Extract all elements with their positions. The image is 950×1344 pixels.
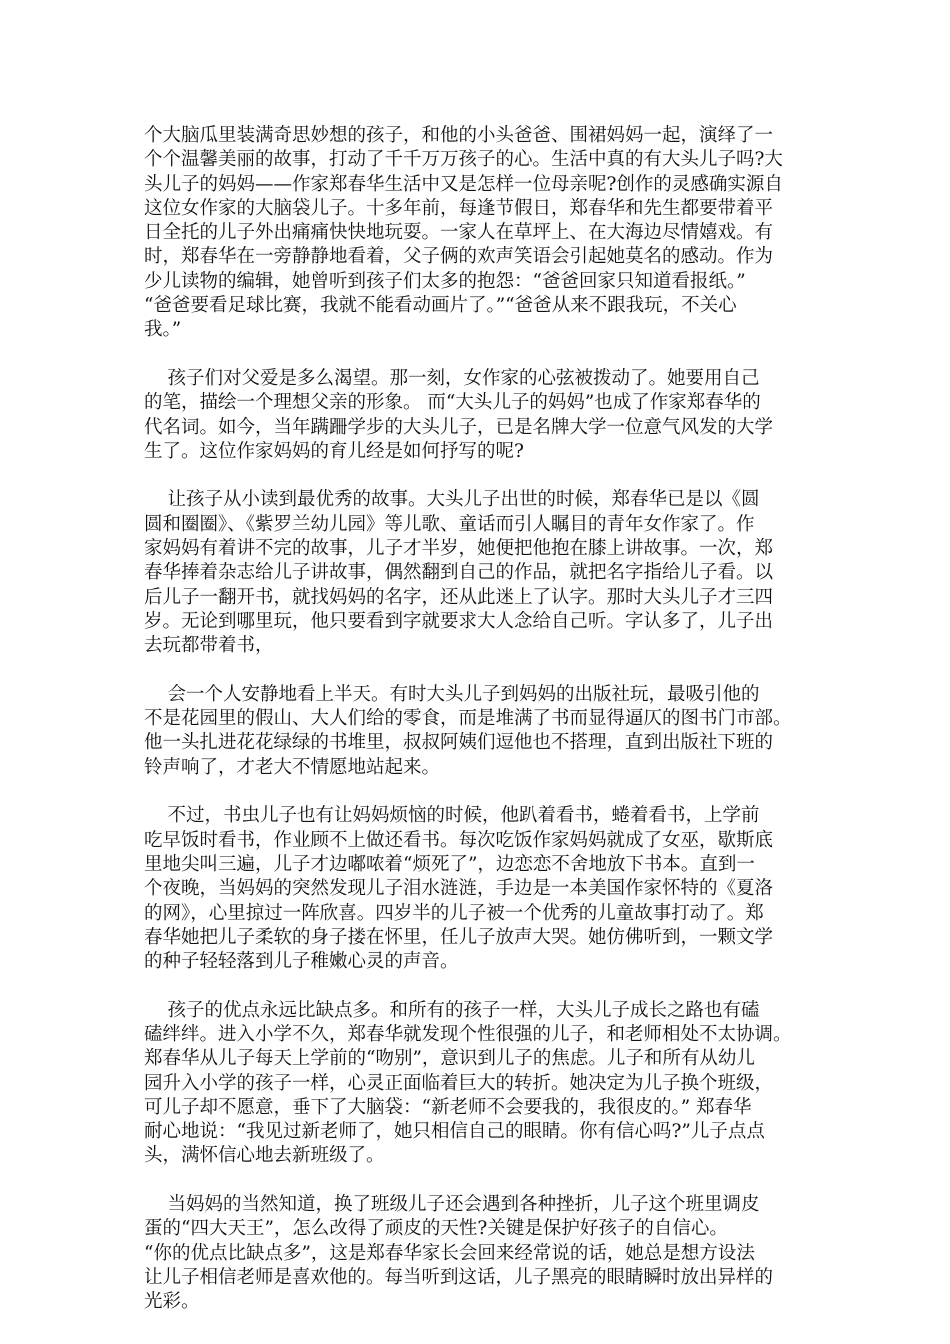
text-line: 不过，书虫儿子也有让妈妈烦恼的时候，他趴着看书，蜷着看书，上学前: [144, 805, 760, 827]
paragraph-1: [144, 124, 810, 343]
text-line: 少儿读物的编辑，她曾听到孩子们太多的抱怨：“爸爸回家只知道看报纸。”: [144, 270, 746, 292]
text-line: 家妈妈有着讲不完的故事，儿子才半岁，她便把他抱在膝上讲故事。一次，郑: [144, 538, 774, 560]
paragraph-6: [144, 999, 810, 1169]
text-line: “爸爸要看足球比赛，我就不能看动画片了。”“爸爸从来不跟我玩，不关心: [144, 295, 737, 317]
text-line: 这位女作家的大脑袋儿子。十多年前，每逢节假日，郑春华和先生都要带着平: [144, 197, 774, 219]
text-line: 可儿子却不愿意，垂下了大脑袋：“新老师不会要我的，我很皮的。” 郑春华: [144, 1096, 752, 1118]
text-line: “你的优点比缺点多”，这是郑春华家长会回来经常说的话，她总是想方设法: [144, 1242, 755, 1264]
text-line: 岁。无论到哪里玩，他只要看到字就要求大人念给自己听。字认多了，儿子出: [144, 610, 774, 632]
text-line: 的种子轻轻落到儿子稚嫩心灵的声音。: [144, 951, 459, 973]
text-line: 当妈妈的当然知道，换了班级儿子还会遇到各种挫折，儿子这个班里调皮: [144, 1194, 760, 1216]
paragraph-5: [144, 804, 810, 974]
text-line: 孩子们对父爱是多么渴望。那一刻，女作家的心弦被拨动了。她要用自己: [144, 367, 760, 389]
text-line: 去玩都带着书，: [144, 635, 274, 657]
text-line: 耐心地说：“我见过新老师了，她只相信自己的眼睛。你有信心吗?”儿子点点: [144, 1121, 765, 1143]
text-line: 时，郑春华在一旁静静地看着，父子俩的欢声笑语会引起她莫名的感动。作为: [144, 246, 774, 268]
text-line: 个大脑瓜里装满奇思妙想的孩子，和他的小头爸爸、围裙妈妈一起，演绎了一: [144, 125, 774, 146]
paragraph-7: [144, 1193, 810, 1314]
paragraph-2: [144, 367, 810, 464]
paragraph-3: [144, 488, 810, 658]
text-line: 生了。这位作家妈妈的育儿经是如何抒写的呢?: [144, 440, 524, 462]
text-line: 孩子的优点永远比缺点多。和所有的孩子一样，大头儿子成长之路也有磕: [144, 999, 760, 1021]
text-line: 会一个人安静地看上半天。有时大头儿子到妈妈的出版社玩，最吸引他的: [144, 683, 760, 705]
text-line: 让儿子相信老师是喜欢他的。每当听到这话，儿子黑亮的眼睛瞬时放出异样的: [144, 1266, 774, 1288]
text-line: 磕绊绊。进入小学不久，郑春华就发现个性很强的儿子，和老师相处不太协调。: [144, 1023, 792, 1045]
text-line: 日全托的儿子外出痛痛快快地玩耍。一家人在草坪上、在大海边尽情嬉戏。有: [144, 222, 774, 244]
text-line: 铃声响了，才老大不情愿地站起来。: [144, 756, 441, 778]
text-line: 春华她把儿子柔软的身子搂在怀里，任儿子放声大哭。她仿佛听到，一颗文学: [144, 926, 774, 948]
text-line: 个夜晚，当妈妈的突然发现儿子泪水涟涟，手边是一本美国作家怀特的《夏洛: [144, 878, 774, 900]
text-line: 郑春华从儿子每天上学前的“吻别”，意识到儿子的焦虑。儿子和所有从幼儿: [144, 1048, 755, 1070]
text-line: 头，满怀信心地去新班级了。: [144, 1145, 385, 1167]
text-line: 代名词。如今，当年蹒跚学步的大头儿子，已是名牌大学一位意气风发的大学: [144, 416, 774, 438]
text-line: 的笔，描绘一个理想父亲的形象。 而“大头儿子的妈妈”也成了作家郑春华的: [144, 392, 761, 414]
document-page: [144, 124, 810, 1339]
paragraph-4: [144, 683, 810, 780]
text-line: 让孩子从小读到最优秀的故事。大头儿子出世的时候，郑春华已是以《圆: [144, 489, 760, 511]
text-line: 的网》，心里掠过一阵欣喜。四岁半的儿子被一个优秀的儿童故事打动了。郑: [144, 902, 764, 924]
text-line: 个个温馨美丽的故事，打动了千千万万孩子的心。生活中真的有大头儿子吗?大: [144, 149, 783, 171]
text-line: 圆和圈圈》、《紫罗兰幼儿园》等儿歌、童话而引人瞩目的青年女作家了。作: [144, 513, 755, 535]
text-line: 蛋的“四大天王”，怎么改得了顽皮的天性?关键是保护好孩子的自信心。: [144, 1218, 728, 1240]
text-line: 我。”: [144, 319, 182, 341]
text-line: 吃早饭时看书，作业顾不上做还看书。每次吃饭作家妈妈就成了女巫，歇斯底: [144, 829, 774, 851]
text-line: 后儿子一翻开书，就找妈妈的名字，还从此迷上了认字。那时大头儿子才三四: [144, 586, 774, 608]
text-line: 不是花园里的假山、大人们给的零食，而是堆满了书而显得逼仄的图书门市部。: [144, 708, 792, 730]
text-line: 园升入小学的孩子一样，心灵正面临着巨大的转折。她决定为儿子换个班级，: [144, 1072, 774, 1094]
text-line: 头儿子的妈妈——作家郑春华生活中又是怎样一位母亲呢?创作的灵感确实源自: [144, 173, 783, 195]
text-line: 他一头扎进花花绿绿的书堆里，叔叔阿姨们逗他也不搭理，直到出版社下班的: [144, 732, 774, 754]
text-line: 春华捧着杂志给儿子讲故事，偶然翻到自己的作品，就把名字指给儿子看。以: [144, 562, 774, 584]
text-line: 里地尖叫三遍，儿子才边嘟哝着“烦死了”，边恋恋不舍地放下书本。直到一: [144, 853, 755, 875]
text-line: 光彩。: [144, 1291, 200, 1313]
